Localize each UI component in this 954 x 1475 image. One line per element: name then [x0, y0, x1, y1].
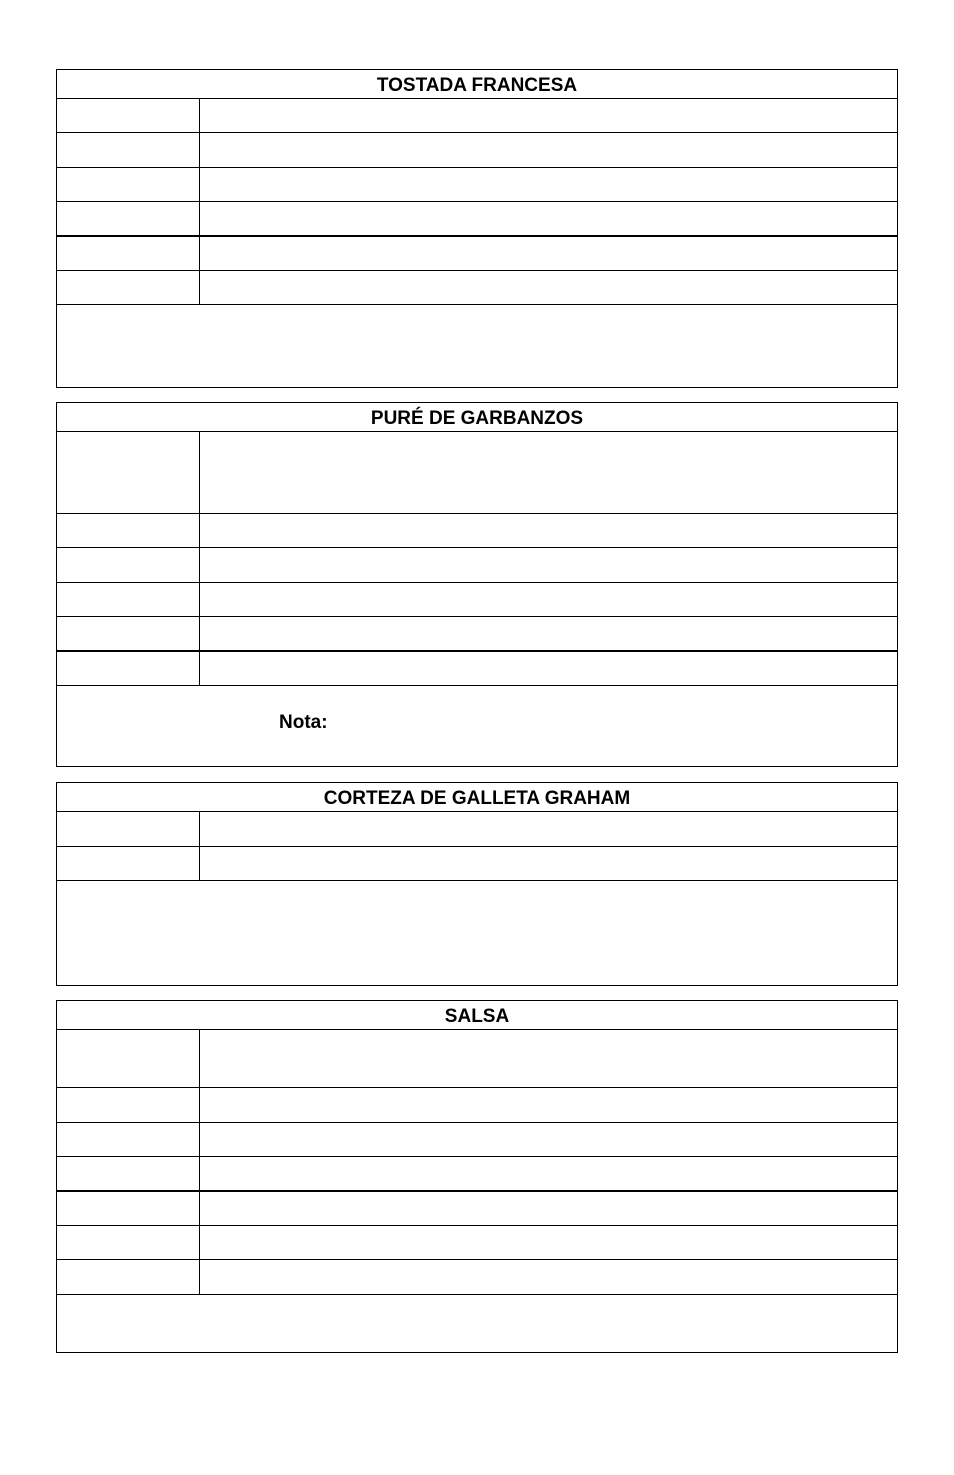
ingredient-row [57, 1226, 897, 1260]
ingredient-cell[interactable] [200, 1260, 897, 1294]
quantity-cell[interactable] [57, 1030, 200, 1087]
ingredient-row [57, 1260, 897, 1295]
ingredient-cell[interactable] [200, 202, 897, 235]
quantity-cell[interactable] [57, 847, 200, 880]
ingredient-row [57, 202, 897, 237]
ingredient-cell[interactable] [200, 1123, 897, 1156]
recipe-card-salsa [56, 1000, 898, 1353]
ingredient-cell[interactable] [200, 812, 897, 846]
instructions-area[interactable] [57, 1295, 897, 1352]
recipe-title: PURÉ DE GARBANZOS [57, 403, 897, 432]
ingredient-cell[interactable] [200, 1088, 897, 1122]
ingredient-row [57, 432, 897, 514]
instructions-area[interactable] [57, 686, 897, 766]
ingredient-row [57, 1157, 897, 1192]
recipe-title: TOSTADA FRANCESA [57, 70, 897, 99]
ingredient-row [57, 1030, 897, 1088]
recipe-card-corteza-de-galleta-graham [56, 782, 898, 986]
ingredient-row [57, 617, 897, 652]
instructions-area[interactable] [57, 305, 897, 386]
quantity-cell[interactable] [57, 202, 200, 235]
quantity-cell[interactable] [57, 652, 200, 685]
ingredient-cell[interactable] [200, 583, 897, 616]
ingredient-cell[interactable] [200, 548, 897, 582]
quantity-cell[interactable] [57, 99, 200, 132]
quantity-cell[interactable] [57, 583, 200, 616]
ingredient-cell[interactable] [200, 237, 897, 270]
quantity-cell[interactable] [57, 617, 200, 650]
quantity-cell[interactable] [57, 1192, 200, 1225]
ingredient-cell[interactable] [200, 514, 897, 547]
quantity-cell[interactable] [57, 271, 200, 304]
ingredient-cell[interactable] [200, 99, 897, 132]
quantity-cell[interactable] [57, 432, 200, 513]
ingredient-cell[interactable] [200, 432, 897, 513]
recipe-title: SALSA [57, 1001, 897, 1030]
ingredient-cell[interactable] [200, 617, 897, 650]
quantity-cell[interactable] [57, 1157, 200, 1190]
ingredient-row [57, 847, 897, 881]
recipe-card-pure-de-garbanzos [56, 402, 898, 767]
ingredient-row [57, 1123, 897, 1157]
ingredient-row [57, 99, 897, 133]
quantity-cell[interactable] [57, 1123, 200, 1156]
ingredient-cell[interactable] [200, 847, 897, 880]
quantity-cell[interactable] [57, 1088, 200, 1122]
ingredient-row [57, 583, 897, 617]
ingredient-cell[interactable] [200, 271, 897, 304]
ingredient-row [57, 133, 897, 168]
ingredient-row [57, 237, 897, 271]
ingredient-row [57, 652, 897, 686]
ingredient-cell[interactable] [200, 133, 897, 167]
ingredient-row [57, 1192, 897, 1226]
ingredient-cell[interactable] [200, 168, 897, 201]
ingredient-cell[interactable] [200, 652, 897, 685]
recipe-title: CORTEZA DE GALLETA GRAHAM [57, 783, 897, 812]
ingredient-row [57, 548, 897, 583]
ingredient-cell[interactable] [200, 1226, 897, 1259]
quantity-cell[interactable] [57, 237, 200, 270]
ingredient-row [57, 812, 897, 847]
ingredient-row [57, 514, 897, 548]
quantity-cell[interactable] [57, 812, 200, 846]
ingredient-row [57, 1088, 897, 1123]
note-label: Nota: [279, 712, 328, 733]
quantity-cell[interactable] [57, 514, 200, 547]
ingredient-cell[interactable] [200, 1192, 897, 1225]
quantity-cell[interactable] [57, 548, 200, 582]
ingredient-row [57, 168, 897, 202]
quantity-cell[interactable] [57, 168, 200, 201]
recipe-card-tostada-francesa [56, 69, 898, 388]
ingredient-cell[interactable] [200, 1157, 897, 1190]
quantity-cell[interactable] [57, 1260, 200, 1294]
ingredient-row [57, 271, 897, 305]
quantity-cell[interactable] [57, 1226, 200, 1259]
instructions-area[interactable] [57, 881, 897, 985]
quantity-cell[interactable] [57, 133, 200, 167]
ingredient-cell[interactable] [200, 1030, 897, 1087]
